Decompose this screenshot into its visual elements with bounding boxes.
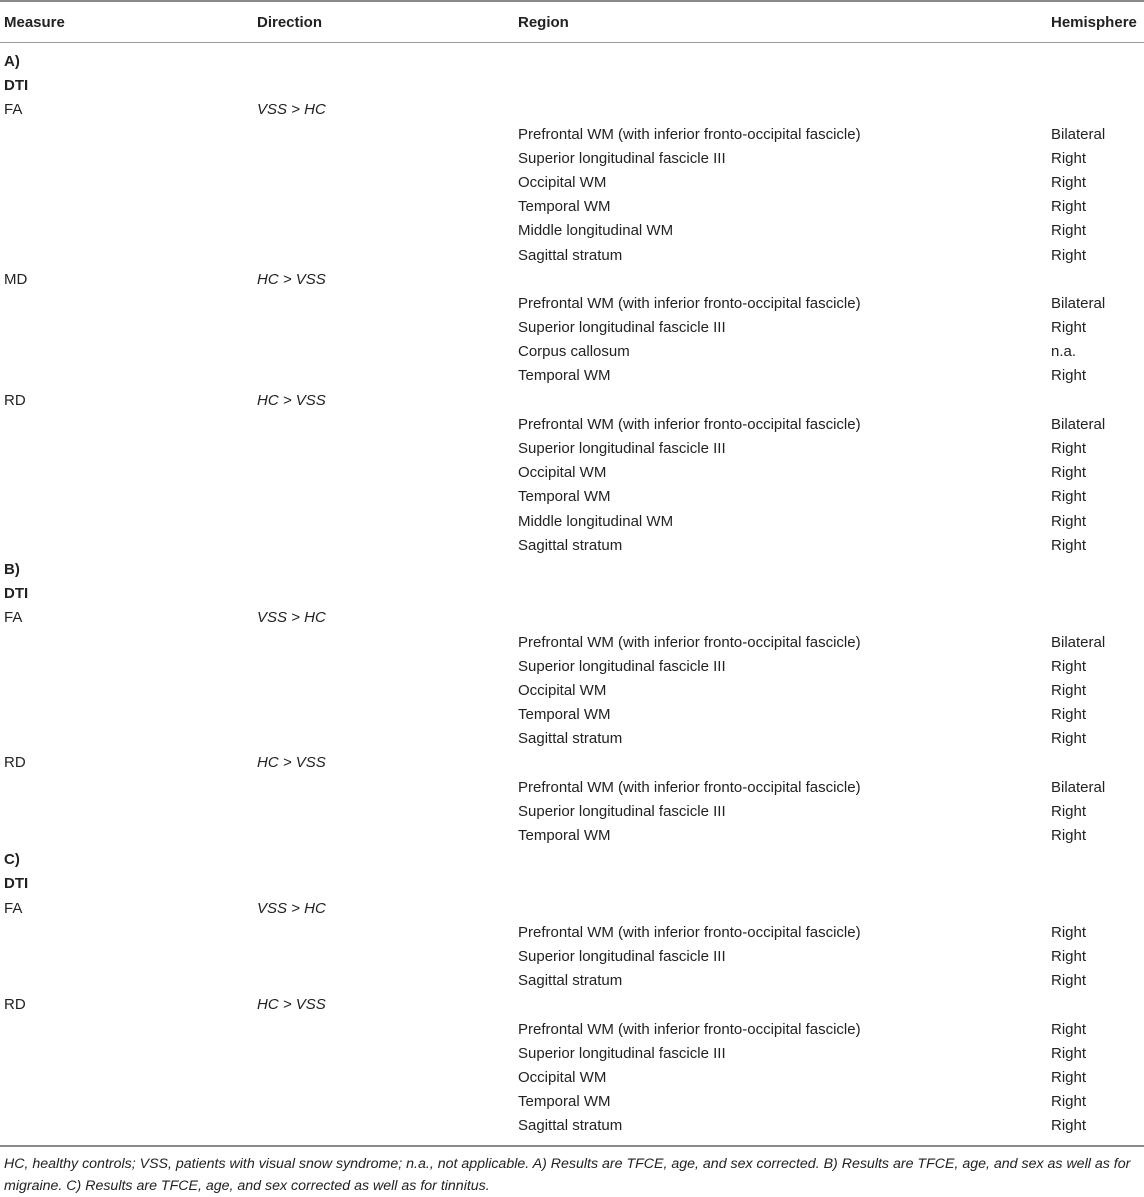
- region-cell: Prefrontal WM (with inferior fronto-occipital fascicle): [518, 778, 861, 796]
- hemisphere-cell: Right: [1051, 681, 1087, 699]
- hemisphere-cell: Right: [1051, 440, 1087, 457]
- measure-row: [0, 899, 1144, 923]
- direction-cell: HC > VSS: [257, 270, 326, 288]
- section-label: DTI: [4, 875, 29, 893]
- table-row: [0, 729, 1144, 753]
- table-row: [0, 366, 1144, 390]
- section-label: B): [4, 560, 20, 578]
- measure-row: [0, 100, 1144, 124]
- hemisphere-cell: Right: [1051, 947, 1087, 965]
- table-row: [0, 633, 1144, 657]
- table-row: [0, 536, 1144, 560]
- region-cell: Prefrontal WM (with inferior fronto-occipital fascicle): [518, 125, 861, 143]
- hemisphere-cell: Right: [1051, 149, 1087, 167]
- section-row: [0, 76, 1144, 100]
- hemisphere-cell: Right: [1051, 246, 1087, 264]
- section-label: DTI: [4, 77, 29, 95]
- region-cell: Prefrontal WM (with inferior fronto-occipital fascicle): [518, 415, 861, 433]
- table-row: [0, 947, 1144, 971]
- table-header-rule: [0, 42, 1144, 43]
- table-row: [0, 125, 1144, 149]
- measure-row: [0, 753, 1144, 777]
- region-cell: Superior longitudinal fascicle III: [518, 440, 726, 457]
- region-cell: Superior longitudinal fascicle III: [518, 802, 726, 820]
- region-cell: Occipital WM: [518, 681, 607, 699]
- region-cell: Temporal WM: [518, 198, 611, 216]
- measure-cell: FA: [4, 899, 23, 917]
- section-row: [0, 874, 1144, 898]
- region-cell: Temporal WM: [518, 827, 611, 844]
- table-row: [0, 826, 1144, 850]
- table-row: [0, 415, 1144, 439]
- hemisphere-cell: Bilateral: [1051, 125, 1106, 143]
- region-cell: Temporal WM: [518, 706, 611, 724]
- hemisphere-cell: Right: [1051, 923, 1087, 941]
- region-cell: Occipital WM: [518, 1068, 607, 1086]
- region-cell: Superior longitudinal fascicle III: [518, 319, 726, 337]
- region-cell: Occipital WM: [518, 173, 607, 191]
- table-row: [0, 1020, 1144, 1044]
- hemisphere-cell: Bilateral: [1051, 415, 1106, 433]
- table-row: [0, 197, 1144, 221]
- section-row: [0, 584, 1144, 608]
- table-footnote: HC, healthy controls; VSS, patients with visual snow syndrome; n.a., not applicable. A) Results are TFCE, age, and sex corrected. B) Results are TFCE, age, and sex as well as for migraine. C) Results are TFCE, age, and sex corrected as well as for tinnitus.: [4, 1156, 1131, 1194]
- table-row: [0, 802, 1144, 826]
- direction-cell: VSS > HC: [257, 609, 326, 627]
- table-row: [0, 657, 1144, 681]
- section-row: [0, 52, 1144, 76]
- region-cell: Prefrontal WM (with inferior fronto-occipital fascicle): [518, 1020, 861, 1038]
- hemisphere-cell: Right: [1051, 972, 1087, 990]
- region-cell: Sagittal stratum: [518, 730, 623, 748]
- region-cell: Temporal WM: [518, 367, 611, 385]
- region-cell: Superior longitudinal fascicle III: [518, 657, 726, 675]
- table-header: [0, 2, 1144, 42]
- table-row: [0, 1068, 1144, 1092]
- table-row: [0, 149, 1144, 173]
- region-cell: Corpus callosum: [518, 343, 630, 361]
- direction-cell: HC > VSS: [257, 391, 326, 409]
- table-row: [0, 173, 1144, 197]
- table-row: [0, 463, 1144, 487]
- table-row: [0, 778, 1144, 802]
- section-row: [0, 850, 1144, 874]
- hemisphere-cell: Right: [1051, 657, 1087, 675]
- region-cell: Prefrontal WM (with inferior fronto-occipital fascicle): [518, 633, 861, 651]
- measure-cell: FA: [4, 609, 23, 627]
- direction-cell: HC > VSS: [257, 996, 326, 1014]
- measure-cell: MD: [4, 270, 28, 288]
- hemisphere-cell: Right: [1051, 319, 1087, 337]
- hemisphere-cell: Right: [1051, 198, 1087, 216]
- table-row: [0, 246, 1144, 270]
- table-row: [0, 705, 1144, 729]
- hemisphere-cell: Right: [1051, 706, 1087, 724]
- region-cell: Prefrontal WM (with inferior fronto-occipital fascicle): [518, 294, 861, 312]
- region-cell: Sagittal stratum: [518, 536, 623, 554]
- direction-cell: HC > VSS: [257, 754, 326, 772]
- hemisphere-cell: Right: [1051, 1044, 1087, 1062]
- region-cell: Middle longitudinal WM: [518, 222, 674, 240]
- header-hemisphere: Hemisphere: [1051, 14, 1137, 31]
- region-cell: Temporal WM: [518, 488, 611, 506]
- hemisphere-cell: Right: [1051, 222, 1087, 240]
- region-cell: Temporal WM: [518, 1093, 611, 1111]
- table-bottom-rule: [0, 1145, 1144, 1147]
- table-row: [0, 439, 1144, 463]
- measure-cell: FA: [4, 101, 23, 119]
- table-row: [0, 923, 1144, 947]
- hemisphere-cell: Right: [1051, 367, 1087, 385]
- measure-row: [0, 608, 1144, 632]
- region-cell: Superior longitudinal fascicle III: [518, 149, 726, 167]
- hemisphere-cell: Bilateral: [1051, 778, 1106, 796]
- measure-row: [0, 391, 1144, 415]
- table-row: [0, 1044, 1144, 1068]
- table-row: [0, 318, 1144, 342]
- hemisphere-cell: Right: [1051, 464, 1087, 482]
- measure-cell: RD: [4, 391, 26, 409]
- table-row: [0, 1092, 1144, 1116]
- header-direction: Direction: [257, 14, 323, 31]
- header-region: Region: [518, 14, 569, 31]
- region-cell: Occipital WM: [518, 464, 607, 482]
- hemisphere-cell: Right: [1051, 827, 1087, 844]
- hemisphere-cell: Right: [1051, 1117, 1087, 1135]
- table-row: [0, 487, 1144, 511]
- hemisphere-cell: Right: [1051, 536, 1087, 554]
- table-row: [0, 1116, 1144, 1140]
- hemisphere-cell: Right: [1051, 512, 1087, 530]
- table-row: [0, 342, 1144, 366]
- measure-row: [0, 270, 1144, 294]
- section-label: A): [4, 53, 20, 70]
- measure-cell: RD: [4, 996, 26, 1014]
- hemisphere-cell: Right: [1051, 802, 1087, 820]
- measure-row: [0, 995, 1144, 1019]
- hemisphere-cell: Bilateral: [1051, 294, 1106, 312]
- table-row: [0, 221, 1144, 245]
- region-cell: Superior longitudinal fascicle III: [518, 947, 726, 965]
- hemisphere-cell: Right: [1051, 173, 1087, 191]
- section-label: DTI: [4, 585, 29, 603]
- hemisphere-cell: Right: [1051, 1068, 1087, 1086]
- hemisphere-cell: Right: [1051, 1020, 1087, 1038]
- region-cell: Sagittal stratum: [518, 246, 623, 264]
- region-cell: Superior longitudinal fascicle III: [518, 1044, 726, 1062]
- hemisphere-cell: Right: [1051, 1093, 1087, 1111]
- hemisphere-cell: Right: [1051, 730, 1087, 748]
- section-row: [0, 560, 1144, 584]
- direction-cell: VSS > HC: [257, 101, 326, 119]
- region-cell: Prefrontal WM (with inferior fronto-occipital fascicle): [518, 923, 861, 941]
- table-body: [0, 52, 1144, 1140]
- region-cell: Sagittal stratum: [518, 972, 623, 990]
- table-row: [0, 971, 1144, 995]
- hemisphere-cell: Right: [1051, 488, 1087, 506]
- header-measure: Measure: [4, 14, 65, 31]
- region-cell: Middle longitudinal WM: [518, 512, 674, 530]
- direction-cell: VSS > HC: [257, 899, 326, 917]
- section-label: C): [4, 851, 20, 869]
- region-cell: Sagittal stratum: [518, 1117, 623, 1135]
- table-row: [0, 294, 1144, 318]
- table-row: [0, 681, 1144, 705]
- table-row: [0, 512, 1144, 536]
- hemisphere-cell: Bilateral: [1051, 633, 1106, 651]
- hemisphere-cell: n.a.: [1051, 343, 1077, 361]
- measure-cell: RD: [4, 754, 26, 772]
